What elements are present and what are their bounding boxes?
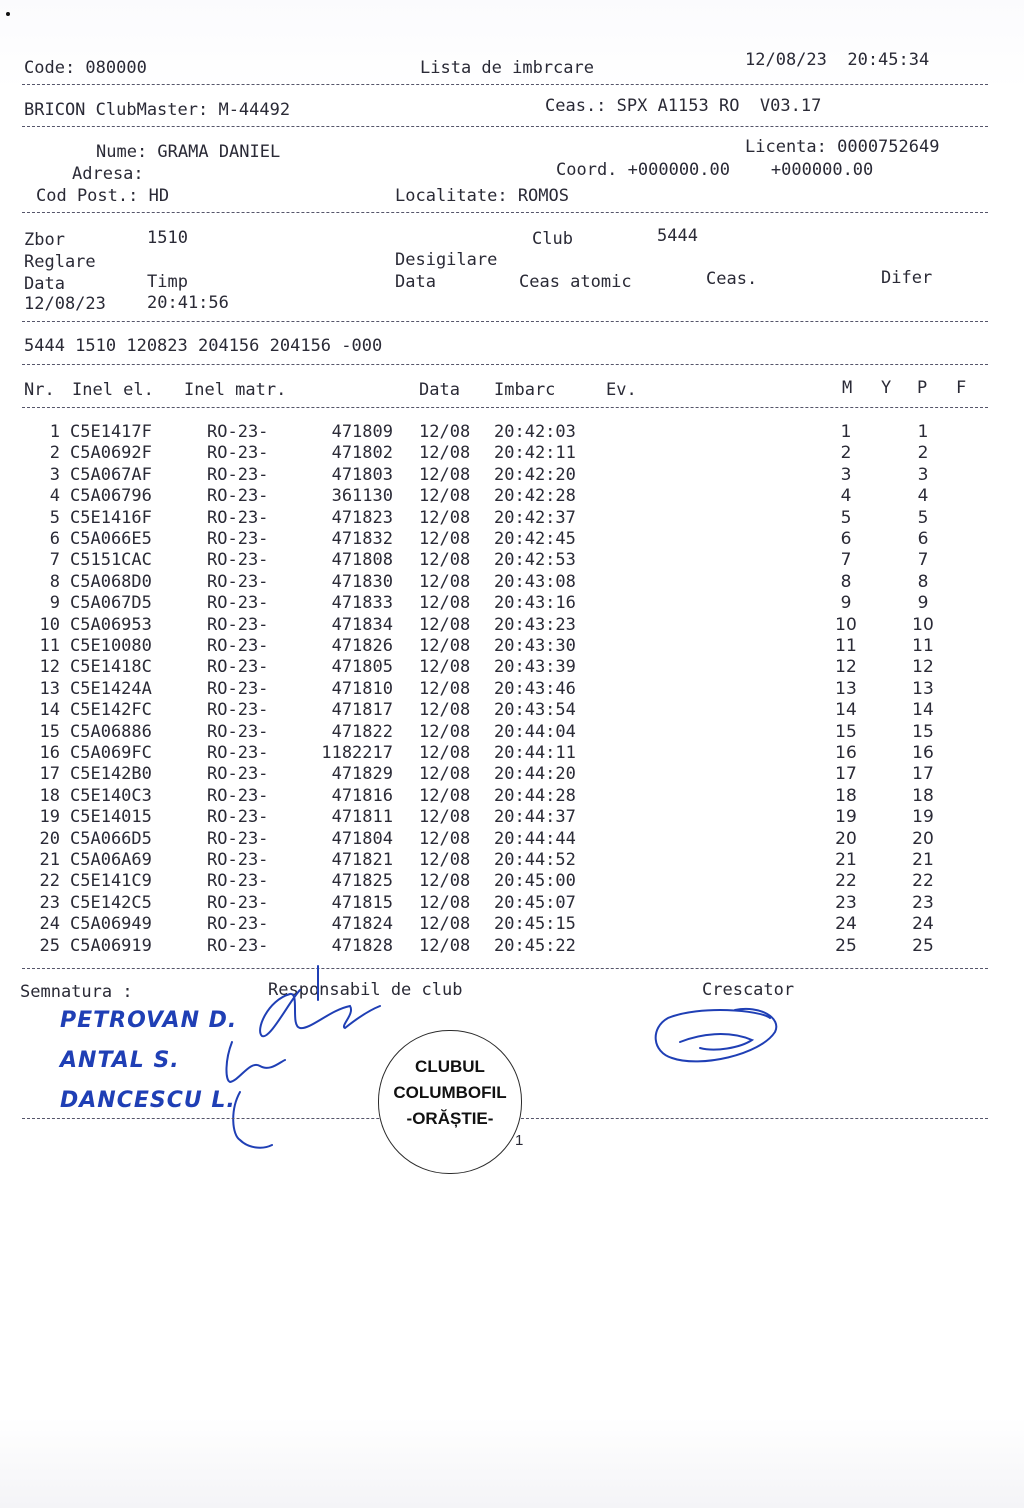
club-label: Club [532,229,573,249]
rank-p: 16 [912,743,934,763]
col-inel-matr: Inel matr. [184,380,287,400]
breeder-label: Crescator [702,980,795,1000]
ring-prefix: RO-23- [207,785,269,806]
arrival-date: 12/08 [419,721,471,742]
arrival-date: 12/08 [419,464,471,485]
desigilare-label: Desigilare [395,250,498,270]
col-imbarc: Imbarc [494,380,556,400]
rank-p: 19 [912,807,934,828]
ring-number: 471809 [331,422,393,442]
electronic-ring: C5A066D5 [70,828,152,849]
row-number: 2 [49,443,60,464]
ring-number: 471828 [331,935,393,956]
clubmaster-id: BRICON ClubMaster: M-44492 [24,100,291,120]
arrival-date: 12/08 [419,422,471,442]
rank-m: 1 [840,422,852,442]
timp-label: Timp [147,272,188,292]
row-number: 5 [49,507,60,528]
electronic-ring: C5A0692F [70,443,152,464]
electronic-ring: C5E10080 [70,636,152,656]
row-number: 18 [39,785,60,806]
arrival-time: 20:44:44 [494,828,576,849]
col-m: M [842,378,853,398]
ring-prefix: RO-23- [207,443,269,464]
electronic-ring: C5A067AF [70,464,152,485]
ring-prefix: RO-23- [207,871,269,892]
arrival-time: 20:45:00 [494,871,576,892]
rank-p: 1 [917,422,929,442]
electronic-ring: C5A066E5 [70,529,152,549]
row-number: 6 [49,529,60,549]
ring-prefix: RO-23- [207,507,269,528]
ring-prefix: RO-23- [207,700,269,721]
arrival-date: 12/08 [419,657,471,678]
row-number: 20 [39,828,60,849]
row-number: 17 [39,764,60,785]
ring-prefix: RO-23- [207,828,269,849]
ring-number: 471825 [331,871,393,892]
row-number: 22 [39,871,60,892]
rank-p: 10 [912,614,934,635]
ring-prefix: RO-23- [207,593,269,614]
ring-prefix: RO-23- [207,935,269,956]
ring-number: 471815 [331,892,393,913]
arrival-date: 12/08 [419,507,471,528]
arrival-time: 20:44:20 [494,764,576,785]
rank-m: 7 [840,550,852,571]
rank-m: 25 [835,935,857,956]
arrival-date: 12/08 [419,850,471,870]
electronic-ring: C5E1424A [70,678,152,699]
rank-m: 19 [835,807,857,828]
row-number: 9 [49,593,60,614]
ring-number: 471834 [331,614,393,635]
arrival-time: 20:44:04 [494,721,576,742]
clock-info: Ceas.: SPX A1153 RO V03.17 [545,96,822,116]
electronic-ring: C5E1418C [70,657,152,678]
rank-p: 21 [912,850,934,870]
rank-m: 24 [835,914,857,935]
flight-number: 1510 [147,228,188,248]
electronic-ring: C5E142FC [70,700,152,721]
address-label: Adresa: [72,164,144,184]
ring-number: 471803 [331,464,393,485]
row-number: 12 [39,657,60,678]
col-data: Data [419,380,460,400]
rank-p: 11 [912,636,934,656]
row-number: 13 [39,678,60,699]
electronic-ring: C5A069FC [70,743,152,763]
rank-p: 22 [912,871,934,892]
electronic-ring: C5E140C3 [70,785,152,806]
arrival-date: 12/08 [419,593,471,614]
arrival-date: 12/08 [419,935,471,956]
row-number: 1 [49,422,60,442]
row-number: 25 [39,935,60,956]
electronic-ring: C5E1417F [70,422,152,442]
rank-m: 9 [840,593,852,614]
ring-number: 471805 [331,657,393,678]
license-number: Licenta: 0000752649 [745,137,940,157]
ring-number: 471826 [331,636,393,656]
reglare-label: Reglare [24,252,96,272]
ring-number: 471802 [331,443,393,464]
arrival-time: 20:43:30 [494,636,576,656]
postal-code: Cod Post.: HD [36,186,170,206]
rank-m: 2 [840,443,852,464]
electronic-ring: C5E1416F [70,507,152,528]
ring-number: 361130 [331,486,393,507]
rank-p: 14 [912,700,934,721]
arrival-time: 20:44:37 [494,807,576,828]
ring-prefix: RO-23- [207,614,269,635]
arrival-date: 12/08 [419,892,471,913]
rank-p: 2 [917,443,929,464]
col-p: P [917,378,928,398]
rank-m: 22 [835,871,857,892]
electronic-ring: C5E142B0 [70,764,152,785]
arrival-date: 12/08 [419,636,471,656]
handwritten-name-2: ANTAL S. [60,1048,180,1073]
rank-p: 25 [912,935,934,956]
arrival-time: 20:42:53 [494,550,576,571]
page-number: 1 [515,1132,524,1149]
arrival-time: 20:43:46 [494,678,576,699]
stamp-line-1: CLUBUL [415,1057,485,1076]
rank-m: 21 [835,850,857,870]
stamp-line-2: COLUMBOFIL [393,1083,507,1102]
electronic-ring: C5A067D5 [70,593,152,614]
row-number: 19 [39,807,60,828]
ring-number: 471817 [331,700,393,721]
set-date: 12/08/23 [24,294,106,314]
col-f: F [956,378,967,398]
rank-m: 18 [835,785,857,806]
electronic-ring: C5A06A69 [70,850,152,870]
ring-number: 471824 [331,914,393,935]
rank-p: 18 [912,785,934,806]
electronic-ring: C5151CAC [70,550,152,571]
flight-code-line: 5444 1510 120823 204156 204156 -000 [24,336,383,356]
responsible-signature [226,1042,285,1082]
desigilare-data-label: Data [395,272,436,292]
arrival-date: 12/08 [419,486,471,507]
responsible-signature [233,1092,272,1148]
ring-prefix: RO-23- [207,571,269,592]
arrival-date: 12/08 [419,614,471,635]
rank-p: 6 [917,529,929,549]
arrival-date: 12/08 [419,700,471,721]
row-number: 23 [39,892,60,913]
print-datetime: 12/08/23 20:45:34 [745,50,930,70]
electronic-ring: C5A06949 [70,914,152,935]
rank-p: 13 [912,678,934,699]
row-number: 10 [39,614,60,635]
arrival-date: 12/08 [419,807,471,828]
rank-m: 4 [840,486,852,507]
row-number: 8 [49,571,60,592]
ring-number: 471808 [331,550,393,571]
arrival-time: 20:42:03 [494,422,576,442]
difference-label: Difer [881,268,933,288]
rank-p: 20 [912,828,934,849]
clock-label: Ceas. [706,269,758,289]
arrival-date: 12/08 [419,743,471,763]
ring-number: 471804 [331,828,393,849]
rank-p: 3 [917,464,929,485]
arrival-date: 12/08 [419,529,471,549]
arrival-time: 20:45:22 [494,935,576,956]
ring-prefix: RO-23- [207,764,269,785]
flight-label: Zbor [24,230,65,250]
ring-prefix: RO-23- [207,464,269,485]
rank-p: 17 [912,764,934,785]
ring-prefix: RO-23- [207,636,269,656]
arrival-date: 12/08 [419,785,471,806]
electronic-ring: C5E14015 [70,807,152,828]
arrival-date: 12/08 [419,443,471,464]
rank-p: 9 [917,593,929,614]
signature-label: Semnatura : [20,982,133,1002]
electronic-ring: C5A068D0 [70,571,152,592]
rank-m: 6 [840,529,852,549]
electronic-ring: C5A06796 [70,486,152,507]
rank-m: 8 [840,571,852,592]
code-label: Code: 080000 [24,58,147,78]
ring-number: 1182217 [321,743,393,763]
rank-m: 20 [835,828,857,849]
electronic-ring: C5A06886 [70,721,152,742]
rank-p: 4 [917,486,929,507]
ring-number: 471821 [331,850,393,870]
arrival-date: 12/08 [419,550,471,571]
row-number: 4 [49,486,60,507]
ring-number: 471822 [331,721,393,742]
ring-prefix: RO-23- [207,422,269,442]
rank-m: 13 [835,678,857,699]
breeder-signature [680,1034,752,1050]
row-number: 7 [49,550,60,571]
ring-number: 471823 [331,507,393,528]
row-number: 3 [49,464,60,485]
rank-m: 11 [835,636,857,656]
ring-prefix: RO-23- [207,721,269,742]
ring-number: 471810 [331,678,393,699]
rank-m: 12 [835,657,857,678]
handwritten-name-3: DANCESCU L. [60,1088,236,1113]
atomic-clock-label: Ceas atomic [519,272,632,292]
ring-prefix: RO-23- [207,914,269,935]
club-responsible-label: Responsabil de club [268,980,463,1000]
electronic-ring: C5E141C9 [70,871,152,892]
rank-m: 14 [835,700,857,721]
arrival-time: 20:42:37 [494,507,576,528]
ring-prefix: RO-23- [207,529,269,549]
arrival-date: 12/08 [419,828,471,849]
rank-p: 7 [917,550,929,571]
rank-p: 23 [912,892,934,913]
rank-m: 10 [835,614,857,635]
locality: Localitate: ROMOS [395,186,569,206]
ring-number: 471833 [331,593,393,614]
row-number: 14 [39,700,60,721]
electronic-ring: C5E142C5 [70,892,152,913]
coordinates: Coord. +000000.00 +000000.00 [556,160,874,180]
row-number: 21 [39,850,60,870]
ring-number: 471830 [331,571,393,592]
arrival-time: 20:43:08 [494,571,576,592]
col-y: Y [881,378,892,398]
rank-m: 17 [835,764,857,785]
club-number: 5444 [657,226,698,246]
rank-p: 5 [917,507,929,528]
rank-m: 16 [835,743,857,763]
owner-name: Nume: GRAMA DANIEL [96,142,281,162]
arrival-time: 20:45:07 [494,892,576,913]
row-number: 11 [39,636,60,656]
arrival-time: 20:44:28 [494,785,576,806]
ring-number: 471816 [331,785,393,806]
ring-number: 471829 [331,764,393,785]
ring-prefix: RO-23- [207,657,269,678]
ring-number: 471832 [331,529,393,549]
rank-m: 23 [835,892,857,913]
arrival-date: 12/08 [419,914,471,935]
col-nr: Nr. [24,380,55,400]
arrival-time: 20:44:11 [494,743,576,763]
data-label: Data [24,274,65,294]
ring-prefix: RO-23- [207,743,269,763]
rank-p: 12 [912,657,934,678]
arrival-date: 12/08 [419,571,471,592]
rank-p: 8 [917,571,929,592]
arrival-time: 20:43:16 [494,593,576,614]
ring-prefix: RO-23- [207,850,269,870]
arrival-time: 20:42:11 [494,443,576,464]
row-number: 15 [39,721,60,742]
document-title: Lista de imbrcare [420,58,594,78]
arrival-time: 20:44:52 [494,850,576,870]
row-number: 24 [39,914,60,935]
ring-prefix: RO-23- [207,550,269,571]
electronic-ring: C5A06953 [70,614,152,635]
responsible-signature [260,966,380,1036]
ring-prefix: RO-23- [207,807,269,828]
ring-prefix: RO-23- [207,678,269,699]
ring-prefix: RO-23- [207,486,269,507]
arrival-time: 20:42:20 [494,464,576,485]
row-number: 16 [39,743,60,763]
col-inel-el: Inel el. [72,380,154,400]
set-time: 20:41:56 [147,293,229,313]
arrival-time: 20:42:28 [494,486,576,507]
rank-m: 3 [840,464,852,485]
arrival-date: 12/08 [419,871,471,892]
rank-p: 24 [912,914,934,935]
arrival-time: 20:42:45 [494,529,576,549]
ring-prefix: RO-23- [207,892,269,913]
arrival-date: 12/08 [419,678,471,699]
stamp-line-3: -ORĂȘTIE- [406,1109,494,1128]
rank-m: 5 [840,507,852,528]
arrival-time: 20:45:15 [494,914,576,935]
ring-number: 471811 [331,807,393,828]
handwritten-name-1: PETROVAN D. [60,1008,238,1033]
rank-m: 15 [835,721,857,742]
rank-p: 15 [912,721,934,742]
col-ev: Ev. [606,380,637,400]
electronic-ring: C5A06919 [70,935,152,956]
arrival-date: 12/08 [419,764,471,785]
arrival-time: 20:43:23 [494,614,576,635]
arrival-time: 20:43:39 [494,657,576,678]
arrival-time: 20:43:54 [494,700,576,721]
club-stamp [378,1030,522,1174]
